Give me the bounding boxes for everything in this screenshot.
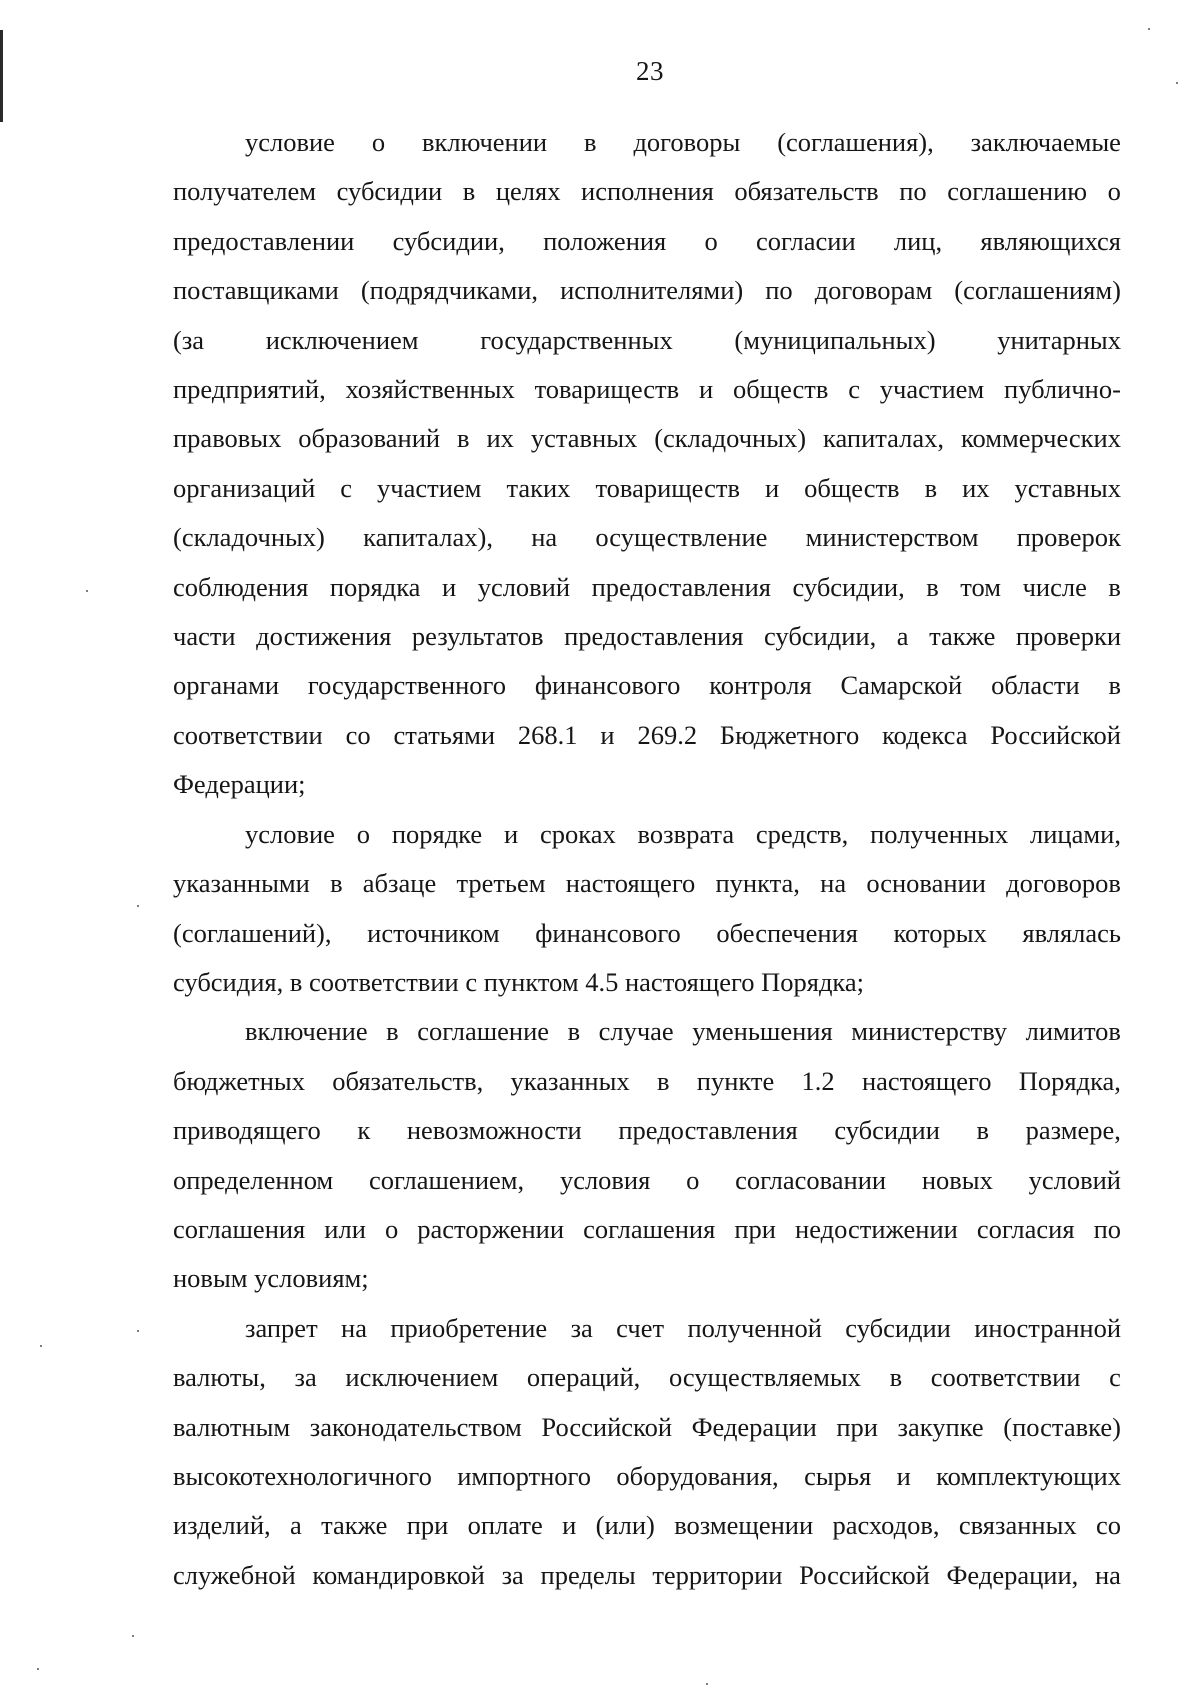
text-line: высокотехнологичного импортного оборудования, сырья и комплектующих [173, 1460, 1121, 1491]
text-line: бюджетных обязательств, указанных в пункте 1.2 настоящего Порядка, [173, 1065, 1121, 1096]
text-line: соблюдения порядка и условий предоставления субсидии, в том числе в [173, 571, 1121, 602]
text-line: условие о порядке и сроках возврата средств, полученных лицами, [245, 818, 1121, 849]
paragraph [173, 810, 1121, 1008]
text-line: Федерации; [173, 769, 306, 800]
scan-speck [706, 1683, 708, 1685]
text-line: валюты, за исключением операций, осуществляемых в соответствии с [173, 1362, 1121, 1393]
text-line: соглашения или о расторжении соглашения при недостижении согласия по [173, 1213, 1121, 1244]
text-line: приводящего к невозможности предоставления субсидии в размере, [173, 1115, 1121, 1146]
text-line: получателем субсидии в целях исполнения обязательств по соглашению о [173, 176, 1121, 207]
text-line: организаций с участием таких товариществ и обществ в их уставных [173, 472, 1121, 503]
text-line: изделий, а также при оплате и (или) возмещении расходов, связанных со [173, 1510, 1121, 1541]
text-line: субсидия, в соответствии с пунктом 4.5 настоящего Порядка; [173, 966, 865, 997]
page-number: 23 [636, 56, 664, 86]
scan-speck [137, 905, 139, 907]
text-line: органами государственного финансового контроля Самарской области в [173, 670, 1121, 701]
text-line: правовых образований в их уставных (складочных) капиталах, коммерческих [173, 423, 1121, 454]
text-line: части достижения результатов предоставления субсидии, а также проверки [173, 621, 1121, 652]
scan-speck [1176, 82, 1178, 84]
text-line: указанными в абзаце третьем настоящего пункта, на основании договоров [173, 868, 1121, 899]
text-line: соответствии со статьями 268.1 и 269.2 Бюджетного кодекса Российской [173, 719, 1121, 750]
text-line: (за исключением государственных (муниципальных) унитарных [173, 324, 1121, 355]
scan-speck [137, 1330, 139, 1332]
scan-speck [132, 1635, 134, 1637]
text-line: (соглашений), источником финансового обеспечения которых являлась [173, 917, 1121, 948]
scan-speck [1148, 28, 1150, 30]
text-line: включение в соглашение в случае уменьшения министерству лимитов [245, 1016, 1121, 1047]
scan-speck [86, 590, 88, 592]
text-line: (складочных) капиталах), на осуществление министерством проверок [173, 522, 1121, 553]
document-body [173, 118, 1121, 1600]
text-line: запрет на приобретение за счет полученной субсидии иностранной [245, 1312, 1121, 1343]
text-line: новым условиям; [173, 1263, 369, 1294]
text-line: определенном соглашением, условия о согласовании новых условий [173, 1164, 1121, 1195]
text-line: условие о включении в договоры (соглашения), заключаемые [245, 127, 1121, 157]
scan-speck [37, 1668, 39, 1670]
text-line: валютным законодательством Российской Федерации при закупке (поставке) [173, 1411, 1121, 1442]
text-line: предоставлении субсидии, положения о согласии лиц, являющихся [173, 225, 1121, 256]
paragraph [173, 1304, 1121, 1600]
paragraph [173, 1007, 1121, 1303]
text-line: служебной командировкой за пределы территории Российской Федерации, на [173, 1559, 1121, 1590]
text-line: поставщиками (подрядчиками, исполнителями) по договорам (соглашениям) [173, 275, 1121, 306]
scan-speck [40, 1345, 42, 1347]
paragraph [173, 118, 1121, 810]
text-line: предприятий, хозяйственных товариществ и обществ с участием публично- [173, 374, 1121, 405]
